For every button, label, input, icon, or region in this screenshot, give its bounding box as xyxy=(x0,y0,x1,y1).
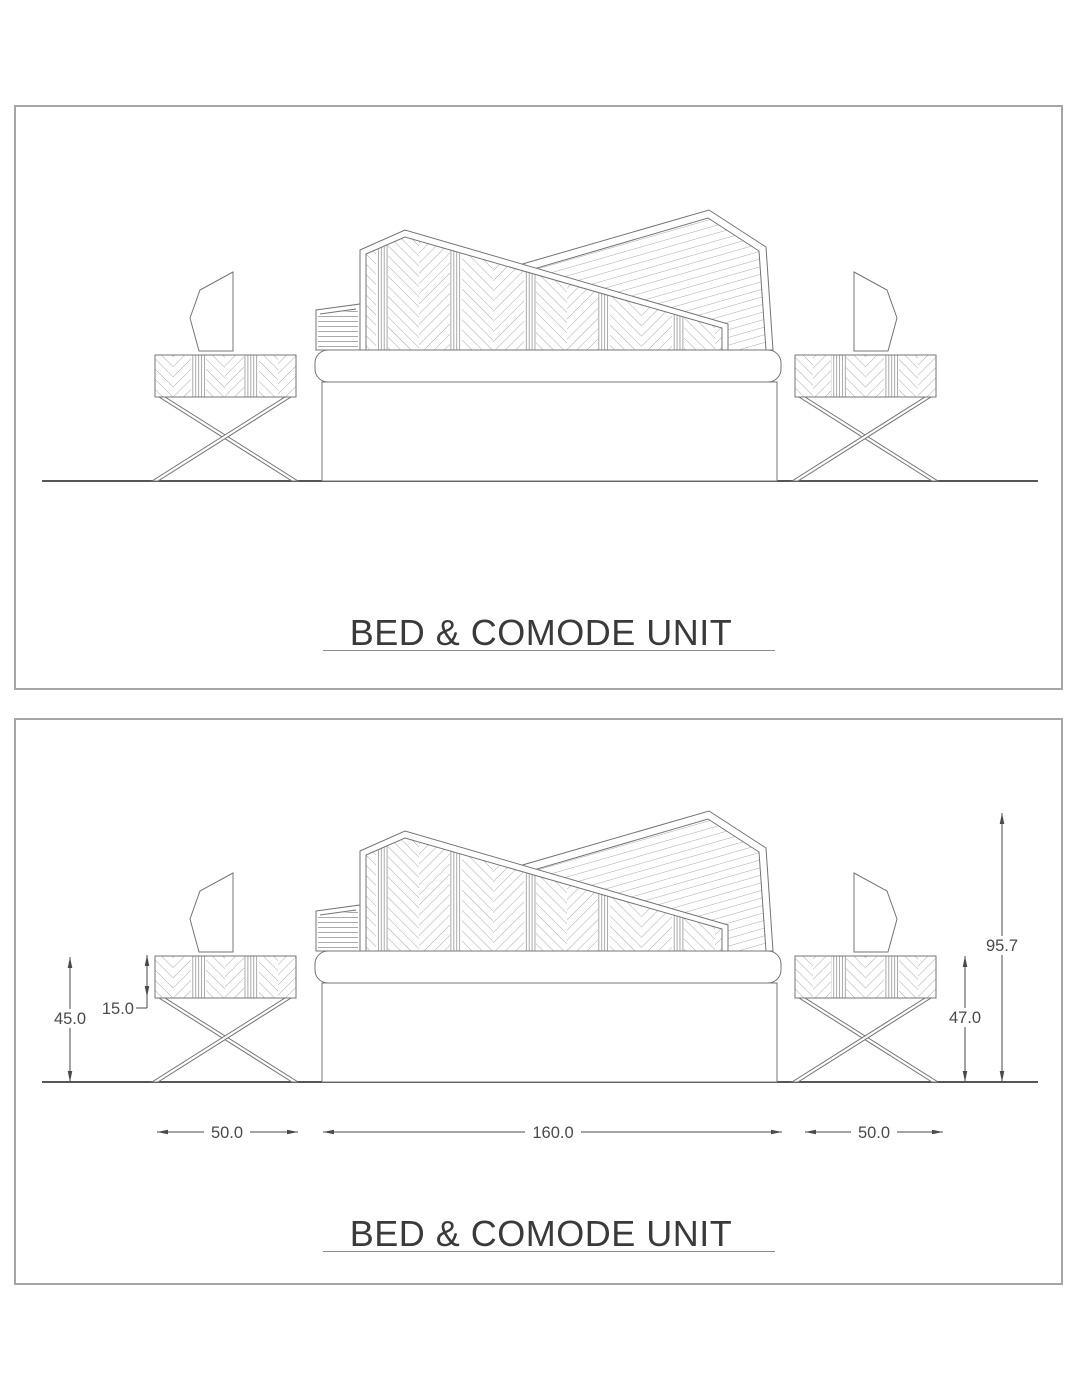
dim-comode-top-thickness xyxy=(102,955,147,1018)
dim-left-comode-height xyxy=(47,957,93,1082)
dim-text-160: 160.0 xyxy=(532,1124,574,1142)
panel-title-top: BED & COMODE UNIT xyxy=(349,612,733,653)
dim-text-50-left: 50.0 xyxy=(210,1124,244,1142)
panel-title-bottom: BED & COMODE UNIT xyxy=(349,1213,733,1254)
title-underline-bottom xyxy=(323,1251,775,1252)
title-underline-top xyxy=(323,650,775,651)
bed-elevation-drawing-dimensioned xyxy=(15,719,1062,1284)
dim-text-50-right: 50.0 xyxy=(857,1124,891,1142)
dim-left-comode-width xyxy=(157,1123,298,1142)
bed-elevation-drawing-top xyxy=(15,106,1062,689)
dim-text-45: 45.0 xyxy=(53,1010,87,1028)
dim-text-15: 15.0 xyxy=(101,1000,134,1018)
dim-right-comode-width xyxy=(805,1123,943,1142)
dim-bed-width xyxy=(323,1123,782,1142)
dim-overall-height xyxy=(979,813,1025,1082)
dim-text-47: 47.0 xyxy=(948,1009,982,1027)
dim-text-95: 95.7 xyxy=(985,937,1019,955)
dim-right-comode-height xyxy=(942,956,988,1082)
